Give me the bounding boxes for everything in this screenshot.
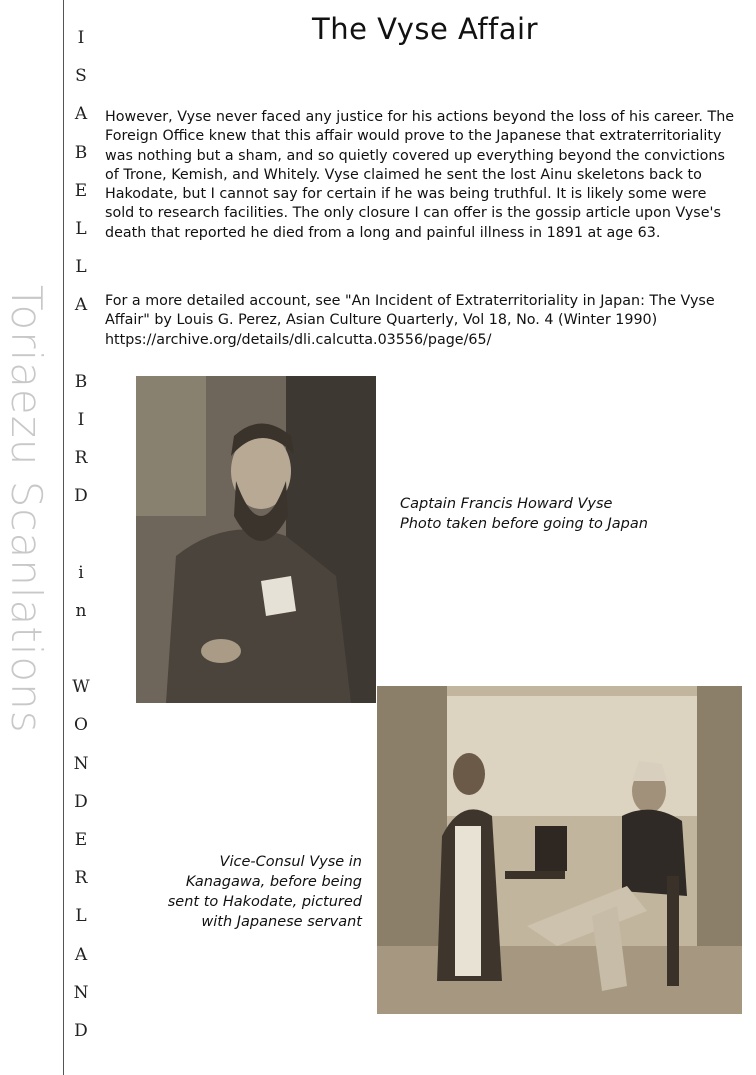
- series-title-letter: I: [77, 409, 85, 430]
- series-title-letter: A: [74, 104, 88, 125]
- series-title-letter: N: [73, 753, 89, 774]
- vertical-divider: [63, 0, 64, 1075]
- series-title-letter: L: [75, 257, 87, 278]
- caption-group-line4: with Japanese servant: [201, 914, 362, 930]
- caption-group-photo: [140, 852, 362, 932]
- portrait-photo-vyse: [136, 376, 376, 703]
- series-title-letter: N: [73, 982, 89, 1003]
- series-title-gap: [78, 641, 83, 658]
- citation-paragraph: For a more detailed account, see "An Incident of Extraterritoriality in Japan: The Vyse Affair" by Louis G. Perez, Asian Culture Quarterly, Vol 18, No. 4 (Winter 1990) https://archive.org/details/dli.calcutta.03556/page/65/: [105, 293, 715, 348]
- caption-group-line2: Kanagawa, before being: [185, 874, 362, 890]
- series-title-vertical: [70, 30, 92, 1040]
- series-title-letter: W: [72, 677, 90, 698]
- group-photo-illustration: [377, 686, 742, 1014]
- series-title-letter: E: [74, 180, 88, 201]
- body-paragraph: However, Vyse never faced any justice for his actions beyond the loss of his career. The Foreign Office knew that this affair would prove to the Japanese that extraterritoriality was nothing but a sham, and so quietly covered up everything beyond the convictions of Trone, Kemish, and Whitely. Vyse claimed he sent the lost Ainu skeletons back to Hakodate, but I cannot say for certain if he was being truthful. It is likely some were sold to research facilities. The only closure I can offer is the gossip article upon Vyse's death that reported he died from a long and painful illness in 1891 at age 63.: [105, 109, 735, 241]
- caption-group-line1: Vice-Consul Vyse in: [219, 854, 362, 870]
- series-title-gap: [78, 526, 83, 543]
- portrait-illustration: [136, 376, 376, 703]
- series-title-letter: B: [74, 142, 88, 163]
- series-title-letter: E: [74, 829, 88, 850]
- series-title-letter: A: [74, 944, 88, 965]
- series-title-letter: L: [75, 218, 87, 239]
- series-title-letter: i: [78, 562, 84, 583]
- series-title-letter: A: [74, 295, 88, 316]
- series-title-letter: D: [74, 486, 88, 507]
- series-title-letter: n: [75, 600, 87, 621]
- caption-group-line3: sent to Hakodate, pictured: [167, 894, 362, 910]
- series-title-letter: D: [74, 1020, 88, 1041]
- series-title-letter: O: [74, 715, 88, 736]
- series-title-letter: I: [77, 28, 85, 48]
- series-title-letter: S: [75, 66, 87, 87]
- page-title: The Vyse Affair: [311, 12, 539, 46]
- scanlator-watermark: Toriaezu Scanlations: [2, 285, 51, 734]
- caption-portrait: [400, 494, 720, 534]
- caption-portrait-line1: Captain Francis Howard Vyse: [400, 496, 613, 512]
- series-title-letter: R: [74, 448, 88, 469]
- series-title-letter: B: [74, 371, 88, 392]
- caption-portrait-line2: Photo taken before going to Japan: [400, 516, 648, 532]
- series-title-gap: [78, 336, 83, 353]
- series-title-letter: R: [74, 868, 88, 889]
- photo-vyse-with-servant: [377, 686, 742, 1014]
- series-title-letter: L: [75, 906, 87, 927]
- series-title-letter: D: [74, 791, 88, 812]
